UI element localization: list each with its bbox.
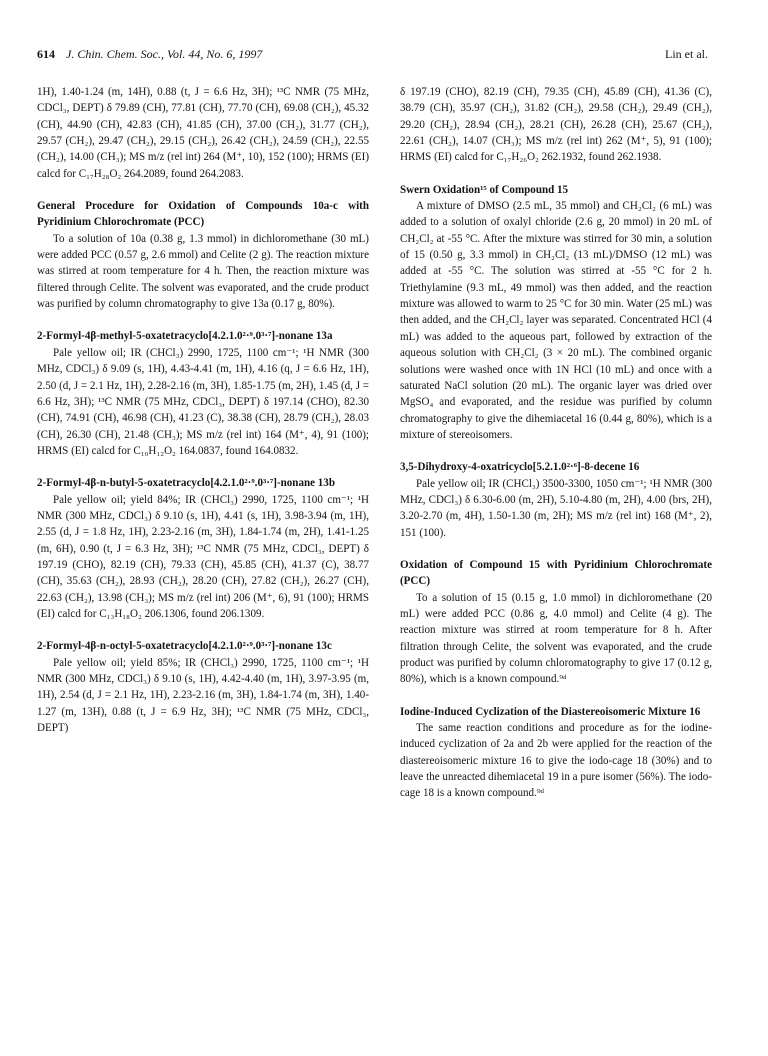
section-heading-pcc-oxidation: General Procedure for Oxidation of Compounds 10a-c with Pyridinium Chlorochromate (PCC) — [37, 200, 369, 229]
header-left — [37, 44, 262, 64]
section-heading-13a: 2-Formyl-4β-methyl-5-oxatetracyclo[4.2.1.0²·⁹.0³·⁷]-nonane 13a — [37, 330, 333, 343]
section-body-13c: Pale yellow oil; yield 85%; IR (CHCl₃) 2990, 1725, 1100 cm⁻¹; ¹H NMR (300 MHz, CDCl₃) δ 9.10 (s, 1H), 4.42-4.40 (m, 1H), 3.97-3.95 (m, 1H), 2.54 (d, J = 2.1 Hz, 1H), 2.23-2.16 (m, 3H), 1.84-1.74 (m, 3H), 1.40-1.27 (m, 13H), 0.88 (t, J = 6.9 Hz, 3H); ¹³C NMR (75 MHz, CDCl₃, DEPT) — [37, 656, 369, 735]
right-column — [400, 84, 712, 802]
section-body-swern: A mixture of DMSO (2.5 mL, 35 mmol) and CH₂Cl₂ (6 mL) was added to a solution of oxalyl chloride (2.6 g, 20 mmol) in 20 mL of CH₂Cl₂ at -55 °C. After the mixture was stirred for 30 min, a solution of 15 (0.50 g, 3.3 mmol) in CH₂Cl₂ (13 mL)/DMSO (12 mL) was added at -55 °C. The solution was stirred at -55 °C for 2 h. Triethylamine (9.3 mL, 49 mmol) was then added, and the reaction mixture was allowed to warm to 25 °C for 30 min. Water (25 mL) was then added, and the CH₂Cl₂ layer was separated. Concentrated HCl (4 mL) was added to the aqueous part, followed by extraction of the aqueous solution with CH₂Cl₂ (3 × 20 mL). The combined organic solutions were washed once with 1N HCl (10 mL) and once with a saturated NaCl solution (20 mL). The organic layer was dried over MgSO₄ and evaporated, and the residue was purified by column chromatography to give the dihemiacetal 16 (0.44 g, 80%), which is a mixture of stereoisomers. — [400, 200, 712, 441]
running-header — [37, 44, 708, 64]
section-heading-pcc-15: Oxidation of Compound 15 with Pyridinium Chlorochromate (PCC) — [400, 558, 712, 588]
authors: Lin et al. — [665, 47, 708, 61]
continued-paragraph-right: δ 197.19 (CHO), 82.19 (CH), 79.35 (CH), 45.89 (CH), 41.36 (C), 38.79 (CH), 35.97 (CH₂), 31.82 (CH₂), 29.58 (CH₂), 29.49 (CH₂), 29.20 (CH₂), 28.94 (CH₂), 28.21 (CH), 26.28 (CH), 25.67 (CH₂), 22.61 (CH₂), 14.07 (CH₃); MS m/z (rel int) 262 (M⁺, 5), 91 (100); HRMS (EI) calcd for C₁₇H₂₆O₂ 262.1932, found 262.1938. — [400, 86, 712, 164]
section-body-16: Pale yellow oil; IR (CHCl₃) 3500-3300, 1050 cm⁻¹; ¹H NMR (300 MHz, CDCl₃) δ 6.30-6.00 (m, 2H), 5.10-4.80 (m, 2H), 4.00 (brs, 2H), 3.20-2.70 (m, 4H), 1.50-1.30 (m, 2H); MS m/z (rel int) 168 (M⁺, 2), 151 (100). — [400, 477, 712, 539]
section-body-13a: Pale yellow oil; IR (CHCl₃) 2990, 1725, 1100 cm⁻¹; ¹H NMR (300 MHz, CDCl₃) δ 9.09 (s, 1H), 4.43-4.41 (m, 1H), 4.16 (q, J = 6.6 Hz, 1H), 2.50 (d, J = 2.1 Hz, 1H), 2.28-2.16 (m, 3H), 1.85-1.75 (m, 2H), 1.45 (d, J = 6.6 Hz, 3H); ¹³C NMR (75 MHz, CDCl₃, DEPT) δ 197.14 (CHO), 82.30 (CH), 74.91 (CH), 46.98 (CH), 41.23 (C), 38.38 (CH), 28.79 (CH₂), 28.03 (CH), 26.30 (CH), 21.48 (CH₃); MS m/z (rel int) 164 (M⁺, 4), 91 (100); HRMS (EI) calcd for C₁₀H₁₂O₂ 164.0837, found 164.0832. — [37, 346, 369, 457]
section-heading-13c: 2-Formyl-4β-n-octyl-5-oxatetracyclo[4.2.1.0²·⁹.0³·⁷]-nonane 13c — [37, 640, 332, 653]
section-body-pcc-15: To a solution of 15 (0.15 g, 1.0 mmol) in dichloromethane (20 mL) were added PCC (0.86 g, 4.0 mmol) and Celite (4 g). The reaction mixture was stirred at room temperature for 8 h. After filtration through Celite, the solvent was evaporated, and the crude product was purified by column chloromatography to give 17 (0.12 g, 80%), which is a known compound.⁹ᵈ — [400, 591, 712, 686]
page-number: 614 — [37, 47, 55, 61]
section-heading-iodine: Iodine-Induced Cyclization of the Diastereoisomeric Mixture 16 — [400, 705, 701, 718]
journal-citation: J. Chin. Chem. Soc., Vol. 44, No. 6, 1997 — [66, 47, 263, 61]
section-heading-13b: 2-Formyl-4β-n-butyl-5-oxatetracyclo[4.2.1.0²·⁹.0³·⁷]-nonane 13b — [37, 477, 335, 490]
section-body-iodine: The same reaction conditions and procedure as for the iodine-induced cyclization of 2a and 2b were applied for the reaction of the diastereoisomeric mixture 16 to give the iodo-cage 18 (30%) and to leave the unreacted dihemiacetal 19 in a pure isomer (56%). The iodo-cage 18 is a known compound.⁹ᵈ — [400, 722, 712, 800]
section-heading-16: 3,5-Dihydroxy-4-oxatricyclo[5.2.1.0²·⁶]-8-decene 16 — [400, 461, 640, 474]
left-column — [37, 84, 369, 736]
section-body-13b: Pale yellow oil; yield 84%; IR (CHCl₃) 2990, 1725, 1100 cm⁻¹; ¹H NMR (300 MHz, CDCl₃) δ 9.10 (s, 1H), 4.41 (s, 1H), 3.98-3.94 (m, 1H), 2.55 (d, J = 1.8 Hz, 1H), 2.23-2.16 (m, 3H), 1.84-1.74 (m, 2H), 1.41-1.25 (m, 6H), 0.90 (t, J = 6.3 Hz, 3H); ¹³C NMR (75 MHz, CDCl₃, DEPT) δ 197.19 (CHO), 82.19 (CH), 79.33 (CH), 45.85 (CH), 41.37 (C), 38.77 (CH), 35.63 (CH₂), 28.93 (CH₂), 28.20 (CH), 27.82 (CH₂), 26.27 (CH), 22.63 (CH₂), 13.98 (CH₃); MS m/z (rel int) 206 (M⁺, 6), 91 (100); HRMS (EI) calcd for C₁₃H₁₈O₂ 206.1306, found 206.1309. — [37, 493, 369, 620]
continued-paragraph: 1H), 1.40-1.24 (m, 14H), 0.88 (t, J = 6.6 Hz, 3H); ¹³C NMR (75 MHz, CDCl₃, DEPT) δ 79.89 (CH), 77.81 (CH), 77.70 (CH), 69.08 (CH₂), 45.32 (CH), 44.90 (CH), 42.83 (CH), 41.85 (CH), 37.00 (CH₂), 31.77 (CH₂), 29.57 (CH₂), 29.47 (CH₂), 29.15 (CH₂), 26.42 (CH₂), 24.59 (CH₂), 22.55 (CH₂), 14.00 (CH₃); MS m/z (rel int) 264 (M⁺, 10), 152 (100); HRMS (EI) calcd for C₁₇H₂₈O₂ 264.2089, found 264.2083. — [37, 86, 369, 180]
section-body-pcc-oxidation: To a solution of 10a (0.38 g, 1.3 mmol) in dichloromethane (30 mL) were added PCC (0.57 g, 2.6 mmol) and Celite (2 g). The reaction mixture was stirred at room temperature for 4 h. Then, the reaction mixture was filtered through Celite. The solvent was evaporated, and the crude product was purified by column chromatography to give 13a (0.17 g, 80%). — [37, 232, 369, 311]
section-heading-swern: Swern Oxidation¹⁵ of Compound 15 — [400, 183, 569, 196]
